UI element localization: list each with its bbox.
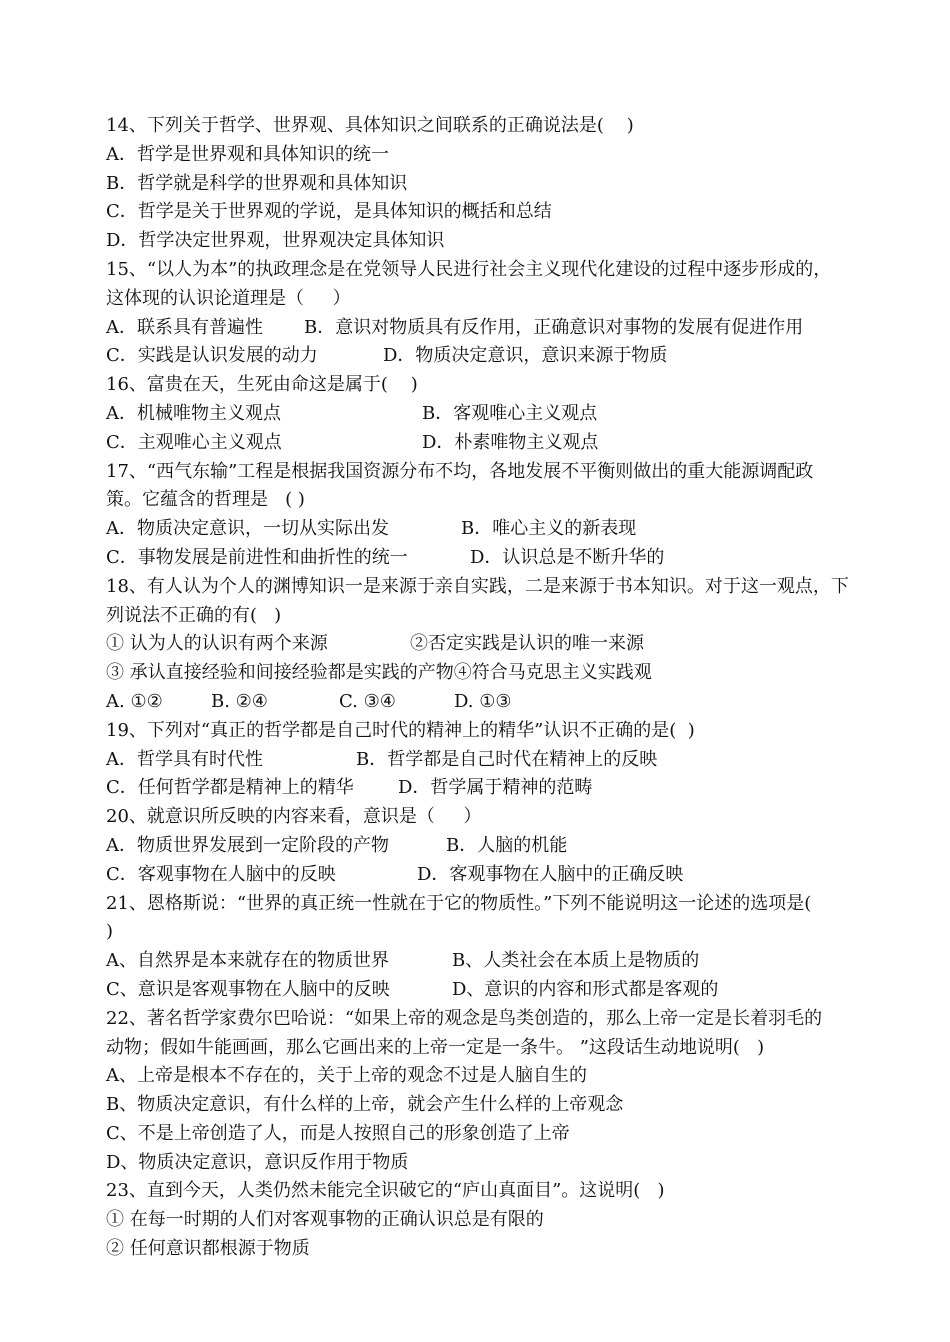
question-15-option-c: C．实践是认识发展的动力 bbox=[106, 345, 318, 367]
question-16-stem: 16、富贵在天，生死由命这是属于( ) bbox=[106, 374, 418, 396]
question-21-option-b: B、人类社会在本质上是物质的 bbox=[452, 950, 700, 972]
question-18-answer-a: A. ①② bbox=[106, 690, 163, 712]
question-19-option-c: C．任何哲学都是精神上的精华 bbox=[106, 777, 354, 799]
question-16-option-c: C．主观唯心主义观点 bbox=[106, 431, 282, 453]
question-20-options-row1 bbox=[106, 832, 896, 861]
question-22-option-d: D、物质决定意识，意识反作用于物质 bbox=[106, 1151, 409, 1173]
question-20-option-b: B．人脑的机能 bbox=[446, 834, 568, 856]
question-19-option-a: A．哲学具有时代性 bbox=[106, 748, 263, 770]
question-20-option-c: C．客观事物在人脑中的反映 bbox=[106, 863, 336, 885]
question-14-option-b: B．哲学就是科学的世界观和具体知识 bbox=[106, 172, 408, 194]
question-17-option-d: D．认识总是不断升华的 bbox=[470, 546, 665, 568]
question-20-stem: 20、就意识所反映的内容来看，意识是（ ） bbox=[106, 806, 482, 828]
question-15-option-d: D．物质决定意识，意识来源于物质 bbox=[383, 345, 668, 367]
question-14-option-c: C．哲学是关于世界观的学说，是具体知识的概括和总结 bbox=[106, 201, 552, 223]
question-20-option-d: D．客观事物在人脑中的正确反映 bbox=[417, 863, 684, 885]
question-20-option-a: A．物质世界发展到一定阶段的产物 bbox=[106, 834, 389, 856]
question-18-statements-row1 bbox=[106, 630, 896, 659]
question-15-options-row2 bbox=[106, 342, 896, 371]
question-17-stem-line2: 策。它蕴含的哲理是 ( ) bbox=[106, 489, 305, 511]
question-15-option-a: A．联系具有普遍性 bbox=[106, 316, 263, 338]
question-22-option-c: C、不是上帝创造了人，而是人按照自己的形象创造了上帝 bbox=[106, 1122, 570, 1144]
question-18-stem-line1: 18、有人认为个人的渊博知识一是来源于亲自实践，二是来源于书本知识。对于这一观点，下 bbox=[106, 575, 849, 597]
question-21-stem-line2: ) bbox=[106, 921, 114, 943]
question-22-option-b: B、物质决定意识，有什么样的上帝，就会产生什么样的上帝观念 bbox=[106, 1094, 624, 1116]
question-19-options-row2 bbox=[106, 774, 896, 803]
question-23-statement-2: ② 任何意识都根源于物质 bbox=[106, 1238, 310, 1260]
question-18-statements-row2: ③ 承认直接经验和间接经验都是实践的产物④符合马克思主义实践观 bbox=[106, 662, 652, 684]
exam-page bbox=[106, 112, 896, 1264]
question-19-option-d: D．哲学属于精神的范畴 bbox=[398, 777, 593, 799]
question-23-stem: 23、直到今天，人类仍然未能完全识破它的“庐山真面目”。这说明( ) bbox=[106, 1180, 665, 1202]
question-22-stem-line2: 动物；假如牛能画画，那么它画出来的上帝一定是一条牛。 ”这段话生动地说明( ) bbox=[106, 1036, 765, 1058]
question-22-option-a: A、上帝是根本不存在的，关于上帝的观念不过是人脑自生的 bbox=[106, 1065, 587, 1087]
question-20-options-row2 bbox=[106, 861, 896, 890]
question-16-options-row2 bbox=[106, 429, 896, 458]
question-21-options-row2 bbox=[106, 976, 896, 1005]
question-17-option-c: C．事物发展是前进性和曲折性的统一 bbox=[106, 546, 408, 568]
question-16-option-a: A．机械唯物主义观点 bbox=[106, 402, 281, 424]
question-14-option-a: A．哲学是世界观和具体知识的统一 bbox=[106, 143, 389, 165]
question-18-answer-d: D. ①③ bbox=[454, 690, 512, 712]
question-21-stem-line1: 21、恩格斯说：“世界的真正统一性就在于它的物质性。”下列不能说明这一论述的选项是( bbox=[106, 892, 812, 914]
question-15-stem-line2: 这体现的认识论道理是（ ） bbox=[106, 287, 351, 309]
question-15-stem-line1: 15、“以人为本”的执政理念是在党领导人民进行社会主义现代化建设的过程中逐步形成的， bbox=[106, 258, 832, 280]
question-18-answer-b: B. ②④ bbox=[211, 690, 268, 712]
question-21-option-a: A、自然界是本来就存在的物质世界 bbox=[106, 950, 389, 972]
question-17-options-row1 bbox=[106, 515, 896, 544]
question-14-stem: 14、下列关于哲学、世界观、具体知识之间联系的正确说法是( ) bbox=[106, 115, 634, 136]
question-18-answers bbox=[106, 688, 896, 717]
question-15-options-row1 bbox=[106, 314, 896, 343]
question-14-option-d: D．哲学决定世界观，世界观决定具体知识 bbox=[106, 230, 445, 252]
question-19-options-row1 bbox=[106, 746, 896, 775]
question-17-stem-line1: 17、“西气东输”工程是根据我国资源分布不均，各地发展不平衡则做出的重大能源调配政 bbox=[106, 460, 814, 482]
question-19-stem: 19、下列对“真正的哲学都是自己时代的精神上的精华”认识不正确的是( ) bbox=[106, 719, 695, 741]
question-21-option-d: D、意识的内容和形式都是客观的 bbox=[452, 978, 719, 1000]
question-16-option-d: D．朴素唯物主义观点 bbox=[422, 431, 599, 453]
question-18-statement-1: ① 认为人的认识有两个来源 bbox=[106, 633, 328, 655]
question-18-answer-c: C. ③④ bbox=[339, 690, 396, 712]
question-17-option-a: A．物质决定意识，一切从实际出发 bbox=[106, 518, 389, 540]
question-18-statement-2: ②否定实践是认识的唯一来源 bbox=[410, 633, 644, 655]
question-23-statement-1: ① 在每一时期的人们对客观事物的正确认识总是有限的 bbox=[106, 1209, 544, 1231]
question-19-option-b: B．哲学都是自己时代在精神上的反映 bbox=[356, 748, 658, 770]
question-18-stem-line2: 列说法不正确的有( ) bbox=[106, 604, 282, 626]
question-16-options-row1 bbox=[106, 400, 896, 429]
question-22-stem-line1: 22、著名哲学家费尔巴哈说：“如果上帝的观念是鸟类创造的，那么上帝一定是长着羽毛的 bbox=[106, 1007, 823, 1029]
question-16-option-b: B．客观唯心主义观点 bbox=[422, 402, 598, 424]
question-21-option-c: C、意识是客观事物在人脑中的反映 bbox=[106, 978, 390, 1000]
question-15-option-b: B．意识对物质具有反作用，正确意识对事物的发展有促进作用 bbox=[304, 316, 804, 338]
question-21-options-row1 bbox=[106, 947, 896, 976]
question-17-options-row2 bbox=[106, 544, 896, 573]
question-17-option-b: B．唯心主义的新表现 bbox=[461, 518, 637, 540]
